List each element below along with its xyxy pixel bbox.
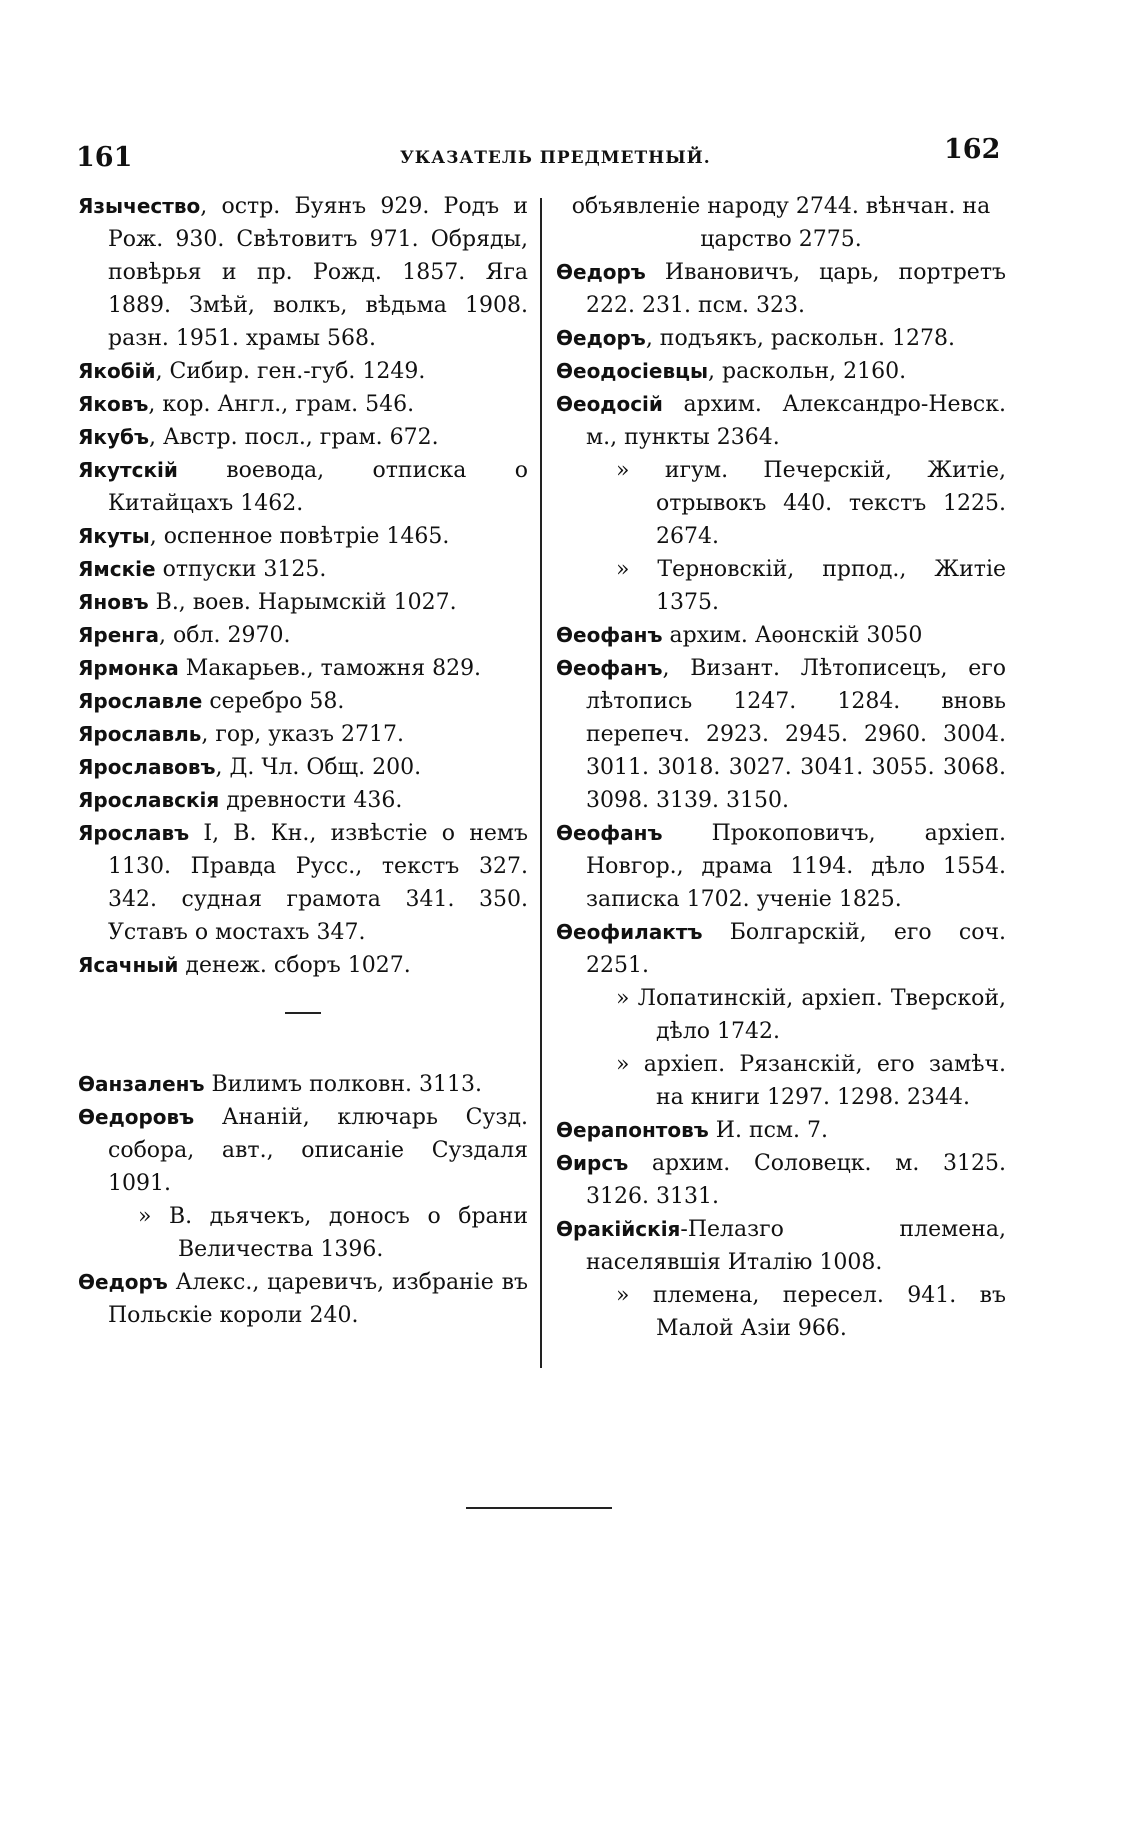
entry-text: архим. Аѳонскій 3050: [662, 623, 923, 648]
index-entry: [78, 784, 528, 817]
entry-headword: Якубъ: [78, 425, 150, 449]
entry-headword: Язычество: [78, 194, 201, 218]
entry-text: игум. Печерскій, Житіе, отрывокъ 440. текстъ 1225. 2674.: [629, 458, 1006, 549]
entry-headword: Ярмонка: [78, 656, 179, 680]
entry-text: Ивановичъ, царь, портретъ 222. 231. псм. 323.: [586, 260, 1006, 318]
index-entry: [78, 652, 528, 685]
entry-headword: Ѳеодосіевцы: [556, 359, 709, 383]
entry-headword: Ѳирсъ: [556, 1151, 629, 1175]
entry-text: , кор. Англ., грам. 546.: [148, 392, 415, 417]
index-entry: [556, 190, 1006, 256]
entry-text: Алекс., царевичъ, избраніе въ Польскіе короли 240.: [108, 1270, 528, 1328]
entry-text: архіеп. Рязанскій, его замѣч. на книги 1297. 1298. 2344.: [629, 1052, 1006, 1110]
entry-text: Прокоповичъ, архіеп. Новгор., драма 1194. дѣло 1554. записка 1702. ученіе 1825.: [586, 821, 1006, 912]
entry-text: денеж. сборъ 1027.: [178, 953, 411, 978]
index-entry: [556, 1048, 1006, 1114]
index-entry: [556, 982, 1006, 1048]
entry-text: Макарьев., таможня 829.: [178, 656, 482, 681]
index-entry: [78, 190, 528, 355]
entry-headword: Ѳерапонтовъ: [556, 1118, 709, 1142]
left-column: [78, 190, 528, 1332]
entry-headword: Яренга: [78, 623, 160, 647]
entry-headword: »: [616, 1052, 630, 1077]
entry-text: -Пелазго племена, населявшія Италію 1008.: [586, 1217, 1006, 1275]
entry-text: И. псм. 7.: [708, 1118, 829, 1143]
entry-headword: »: [616, 557, 630, 582]
entry-headword: Ѳеофанъ: [556, 821, 663, 845]
entry-text: архим. Соловецк. м. 3125. 3126. 3131.: [586, 1151, 1006, 1209]
entry-headword: »: [616, 986, 630, 1011]
left-page-number: 161: [76, 142, 133, 173]
entry-headword: Ясачный: [78, 953, 179, 977]
entry-text: объявленіе народу 2744. вѣнчан. на царство 2775.: [571, 194, 991, 252]
index-entry: [78, 553, 528, 586]
index-entry: [78, 949, 528, 982]
bottom-rule: [466, 1507, 612, 1509]
entry-headword: Ярославовъ: [78, 755, 216, 779]
index-entry: [78, 718, 528, 751]
page-header: [70, 130, 1001, 173]
index-entry: [556, 1279, 1006, 1345]
index-entry: [556, 355, 1006, 388]
index-entry: [78, 817, 528, 949]
entry-headword: Ярославскія: [78, 788, 220, 812]
entry-text: племена, пересел. 941. въ Малой Азіи 966.: [629, 1283, 1006, 1341]
column-divider: [540, 198, 542, 1368]
entry-text: серебро 58.: [202, 689, 345, 714]
index-entry: [556, 916, 1006, 982]
index-entry: [78, 1101, 528, 1200]
index-entry: [556, 388, 1006, 454]
entry-text: В. дьячекъ, доносъ о брани Величества 1396.: [151, 1204, 528, 1262]
entry-headword: Якобій: [78, 359, 156, 383]
entry-text: , остр. Буянъ 929. Родъ и Рож. 930. Свѣтовитъ 971. Обряды, повѣрья и пр. Рожд. 1857. Яга 1889. Змѣй, волкъ, вѣдьма 1908. разн. 1951. храмы 568.: [108, 194, 528, 351]
index-entry: [78, 1200, 528, 1266]
index-entry: [556, 553, 1006, 619]
entry-headword: Ѳеофанъ: [556, 656, 663, 680]
entry-headword: Ѳеофанъ: [556, 623, 663, 647]
index-entry: [78, 751, 528, 784]
entry-text: Терновскій, прпод., Житіе 1375.: [629, 557, 1006, 615]
index-entry: [78, 355, 528, 388]
entry-headword: Яновъ: [78, 590, 149, 614]
entry-headword: Ярославль: [78, 722, 202, 746]
entry-text: , раскольн, 2160.: [708, 359, 907, 384]
entry-headword: »: [616, 1283, 630, 1308]
index-entry: [556, 619, 1006, 652]
entry-text: древности 436.: [219, 788, 403, 813]
entry-text: I, В. Кн., извѣстіе о немъ 1130. Правда Русс., текстъ 327. 342. судная грамота 341. 350. Уставъ о мостахъ 347.: [108, 821, 528, 945]
index-entry: [78, 586, 528, 619]
index-entry: [556, 1147, 1006, 1213]
entry-headword: Ярославъ: [78, 821, 190, 845]
entry-text: архим. Александро-Невск. м., пункты 2364.: [586, 392, 1006, 450]
entry-headword: Ѳедоръ: [556, 326, 646, 350]
entry-headword: »: [138, 1204, 152, 1229]
index-entry: [78, 388, 528, 421]
entry-text: Ананій, ключарь Сузд. собора, авт., описаніе Суздаля 1091.: [108, 1105, 528, 1196]
entry-text: В., воев. Нарымскій 1027.: [148, 590, 457, 615]
index-entry: [556, 454, 1006, 553]
entry-headword: Ѳракійскія: [556, 1217, 681, 1241]
running-title: УКАЗАТЕЛЬ ПРЕДМЕТНЫЙ.: [400, 148, 711, 168]
entry-text: воевода, отписка о Китайцахъ 1462.: [108, 458, 528, 516]
entry-headword: Ѳеодосій: [556, 392, 663, 416]
index-entry: [556, 1213, 1006, 1279]
entry-headword: Ѳедоръ: [556, 260, 646, 284]
index-entry: [78, 685, 528, 718]
entry-text: , гор, указъ 2717.: [201, 722, 405, 747]
entry-headword: Яковъ: [78, 392, 149, 416]
index-entry: [556, 1114, 1006, 1147]
entry-text: отпуски 3125.: [155, 557, 327, 582]
index-entry: [78, 619, 528, 652]
index-entry: [556, 817, 1006, 916]
entry-text: , подъякъ, раскольн. 1278.: [645, 326, 955, 351]
index-entry: [78, 1266, 528, 1332]
entry-text: Болгарскій, его соч. 2251.: [586, 920, 1006, 978]
right-page-number: 162: [944, 134, 1001, 165]
entry-text: , Визант. Лѣтописецъ, его лѣтопись 1247. 1284. вновь перепеч. 2923. 2945. 2960. 3004. 3011. 3018. 3027. 3041. 3055. 3068. 3098. 3139. 3150.: [586, 656, 1006, 813]
entry-headword: Ямскіе: [78, 557, 156, 581]
entry-headword: Якуты: [78, 524, 150, 548]
entry-headword: Ѳедоръ: [78, 1270, 168, 1294]
index-entry: [78, 1068, 528, 1101]
entry-text: , Австр. посл., грам. 672.: [149, 425, 439, 450]
index-entry: [78, 520, 528, 553]
entry-headword: Ярославле: [78, 689, 203, 713]
entry-headword: Ѳедоровъ: [78, 1105, 195, 1129]
index-entry: [556, 652, 1006, 817]
entry-text: , Д. Чл. Общ. 200.: [215, 755, 422, 780]
entry-headword: Ѳанзаленъ: [78, 1072, 205, 1096]
entry-headword: »: [616, 458, 630, 483]
right-column: [556, 190, 1006, 1345]
entry-text: Вилимъ полковн. 3113.: [204, 1072, 482, 1097]
index-entry: [78, 421, 528, 454]
entry-text: , обл. 2970.: [159, 623, 291, 648]
index-entry: [556, 256, 1006, 322]
entry-text: , оспенное повѣтріе 1465.: [149, 524, 450, 549]
index-entry: [556, 322, 1006, 355]
section-separator: [285, 1012, 321, 1014]
entry-text: , Сибир. ген.-губ. 1249.: [155, 359, 426, 384]
entry-text: Лопатинскій, архіеп. Тверской, дѣло 1742.: [629, 986, 1006, 1044]
entry-headword: Ѳеофилактъ: [556, 920, 703, 944]
index-entry: [78, 454, 528, 520]
entry-headword: Якутскій: [78, 458, 178, 482]
